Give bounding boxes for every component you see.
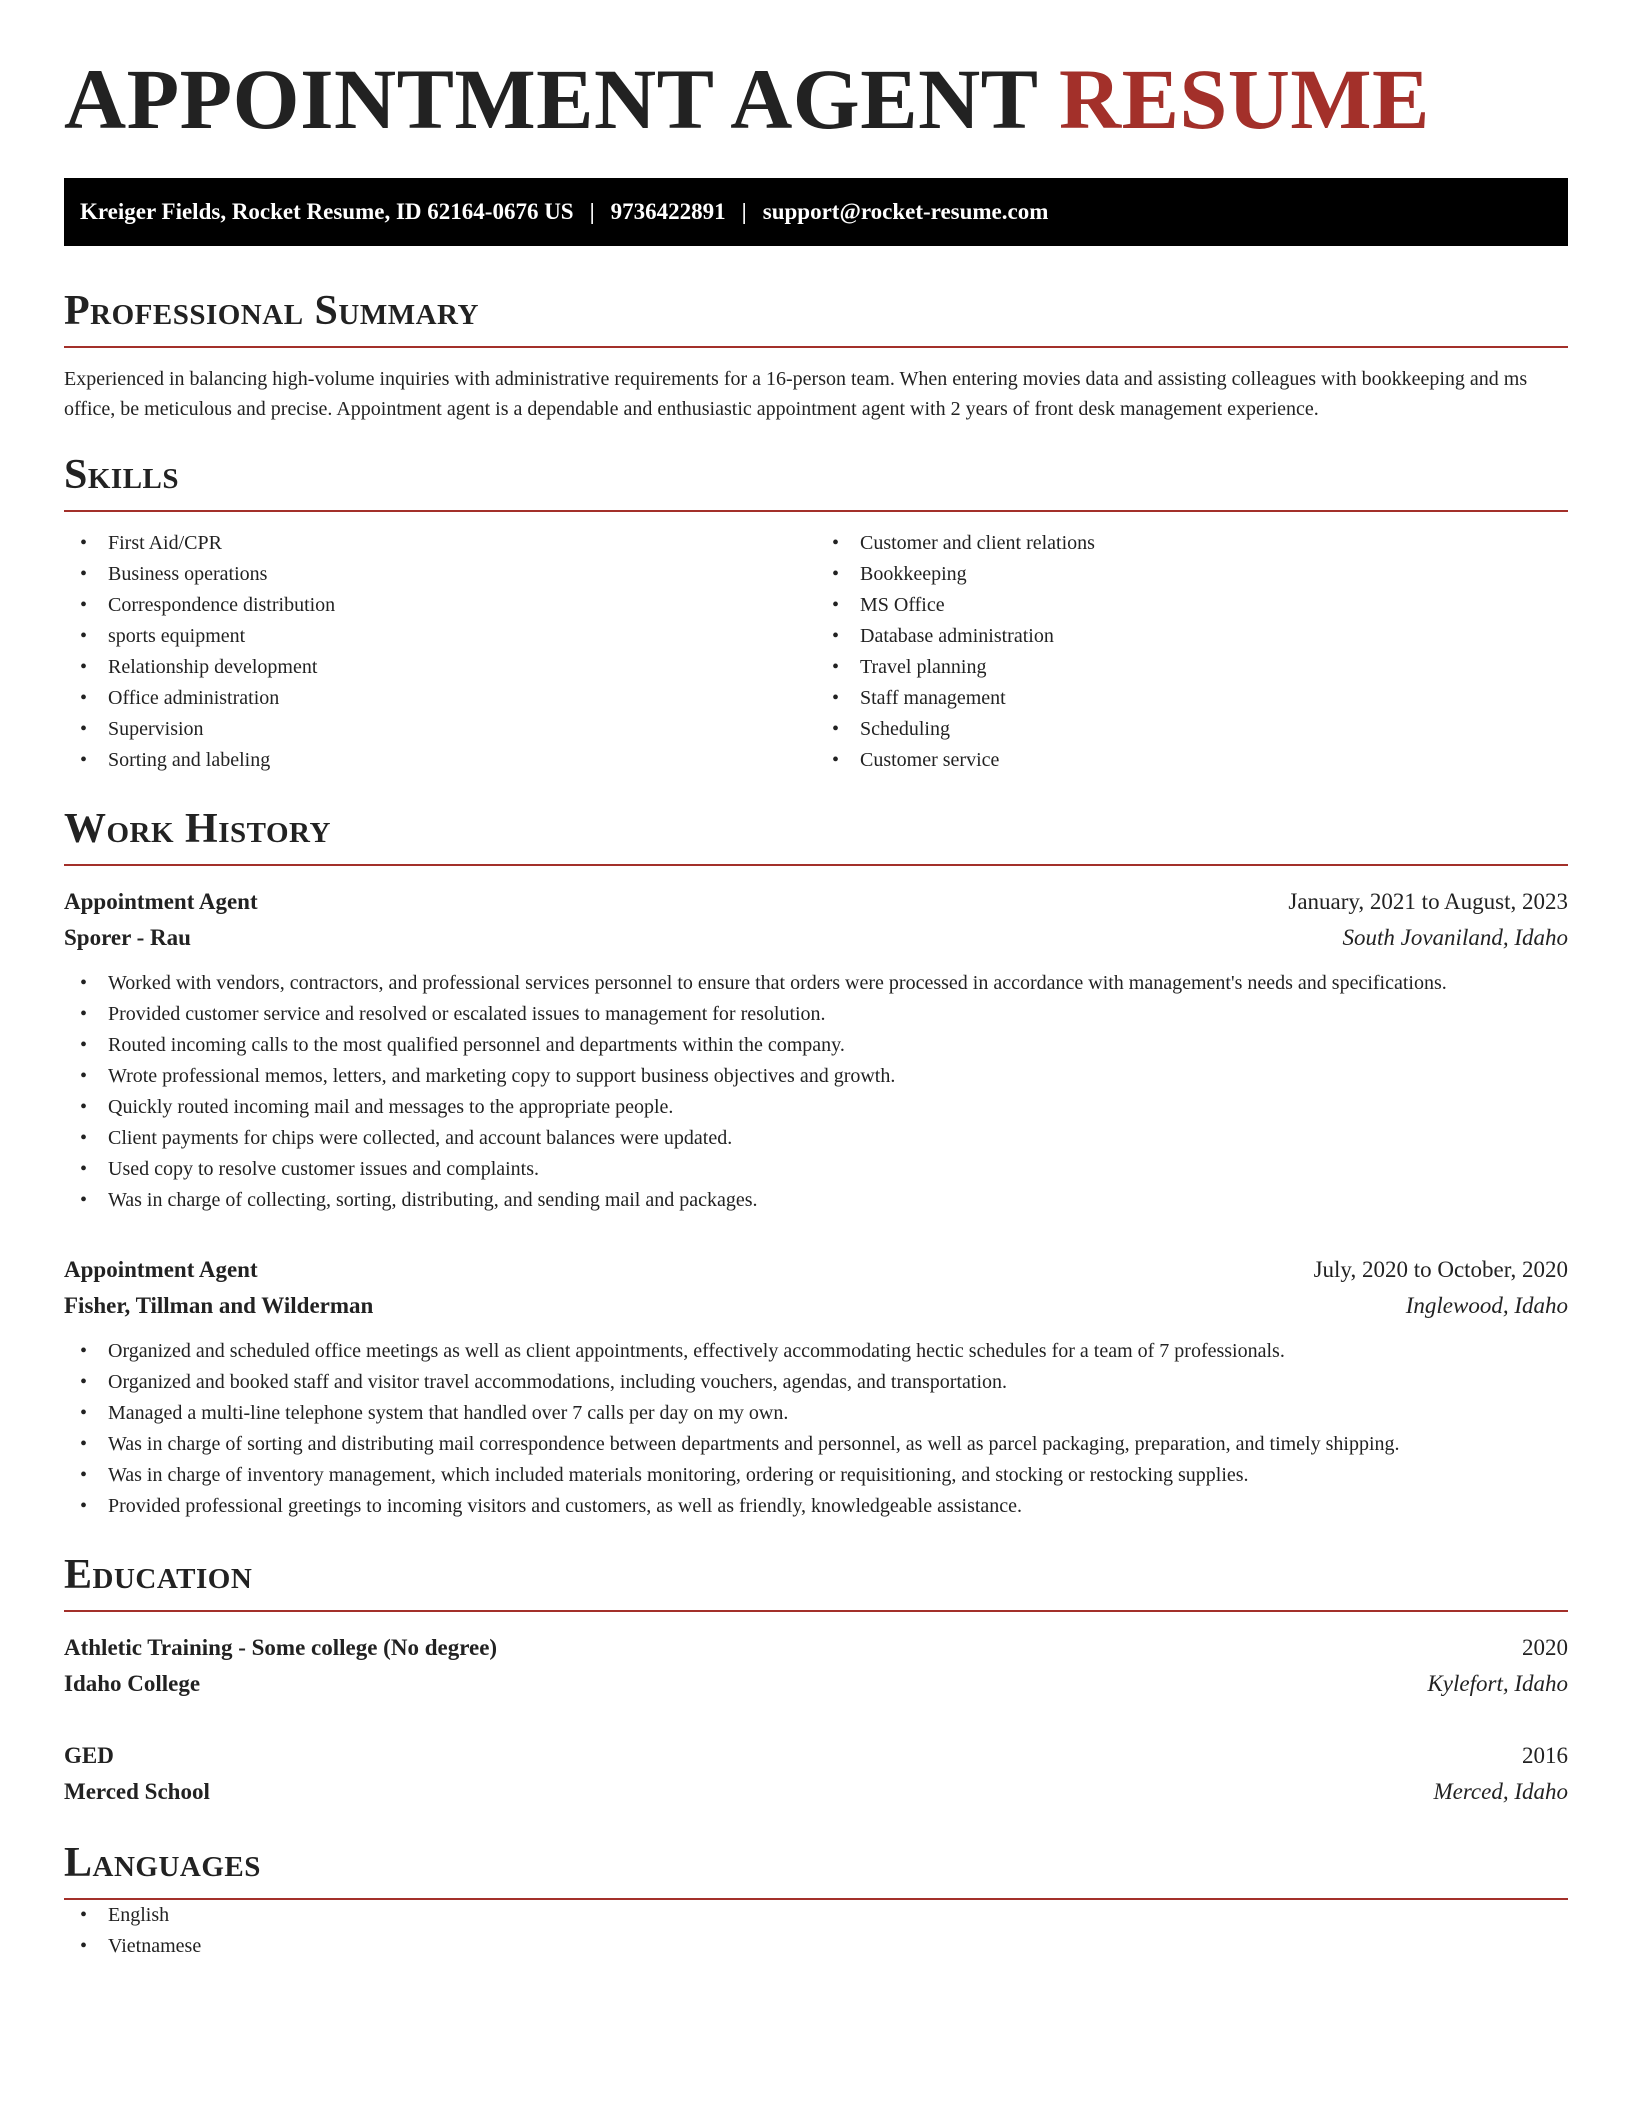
education-location: Kylefort, Idaho — [1427, 1671, 1568, 1696]
title-main: APPOINTMENT AGENT — [64, 51, 1037, 147]
skills-columns — [64, 528, 1568, 776]
list-item: • Relationship development — [64, 652, 816, 683]
list-item: • Organized and booked staff and visitor travel accommodations, including vouchers, agendas, and transportation. — [64, 1367, 1568, 1398]
job-location: Inglewood, Idaho — [1405, 1293, 1568, 1318]
list-item: • MS Office — [816, 590, 1568, 621]
list-item: • Used copy to resolve customer issues and complaints. — [64, 1154, 1568, 1185]
list-item: • Database administration — [816, 621, 1568, 652]
education-degree: Athletic Training - Some college (No degree) — [64, 1635, 498, 1660]
education-school: Merced School — [64, 1779, 210, 1804]
list-item: • Wrote professional memos, letters, and marketing copy to support business objectives and growth. — [64, 1061, 1568, 1092]
job-dates: July, 2020 to October, 2020 — [1313, 1257, 1568, 1282]
list-item: • Quickly routed incoming mail and messages to the appropriate people. — [64, 1092, 1568, 1123]
list-item: • Was in charge of inventory management, which included materials monitoring, ordering or requisitioning, and stocking or restocking supplies. — [64, 1460, 1568, 1491]
list-item: • Correspondence distribution — [64, 590, 816, 621]
contact-separator: | — [589, 199, 595, 224]
list-item: • Staff management — [816, 683, 1568, 714]
list-item: • Travel planning — [816, 652, 1568, 683]
education-entry — [64, 1630, 1568, 1702]
list-item: • sports equipment — [64, 621, 816, 652]
skills-list — [64, 528, 816, 776]
job-bullets — [64, 1336, 1568, 1522]
education-degree: GED — [64, 1743, 114, 1768]
education-section — [64, 1554, 1568, 1810]
contact-email: support@rocket-resume.com — [762, 199, 1049, 224]
section-heading: Skills — [64, 454, 1568, 512]
skills-section — [64, 454, 1568, 776]
list-item: • Worked with vendors, contractors, and professional services personnel to ensure that orders were processed in accordance with management's needs and specifications. — [64, 968, 1568, 999]
job-company-row — [64, 920, 1568, 956]
education-entry — [64, 1738, 1568, 1810]
list-item: • Customer service — [816, 745, 1568, 776]
education-school: Idaho College — [64, 1671, 201, 1696]
contact-phone: 9736422891 — [610, 199, 726, 224]
list-item: • Provided professional greetings to incoming visitors and customers, as well as friendly, knowledgeable assistance. — [64, 1491, 1568, 1522]
list-item: • Provided customer service and resolved or escalated issues to management for resolution. — [64, 999, 1568, 1030]
resume-title — [64, 51, 1568, 147]
education-school-row — [64, 1774, 1568, 1810]
education-year: 2016 — [1522, 1743, 1568, 1768]
job-company: Fisher, Tillman and Wilderman — [64, 1293, 374, 1318]
job-header-row — [64, 1252, 1568, 1288]
list-item: • Was in charge of sorting and distributing mail correspondence between departments and personnel, as well as parcel packaging, preparation, and timely shipping. — [64, 1429, 1568, 1460]
job-dates: January, 2021 to August, 2023 — [1288, 889, 1568, 914]
list-item: • English — [64, 1900, 1568, 1931]
job-location: South Jovaniland, Idaho — [1342, 925, 1568, 950]
job-company-row — [64, 1288, 1568, 1324]
job-header-row — [64, 884, 1568, 920]
summary-section — [64, 290, 1568, 424]
job-entry — [64, 884, 1568, 1216]
education-school-row — [64, 1666, 1568, 1702]
skills-column-left — [64, 528, 816, 776]
title-accent: RESUME — [1058, 51, 1430, 147]
list-item: • Sorting and labeling — [64, 745, 816, 776]
section-heading: Languages — [64, 1842, 1568, 1900]
list-item: • Routed incoming calls to the most qualified personnel and departments within the company. — [64, 1030, 1568, 1061]
list-item: • Client payments for chips were collected, and account balances were updated. — [64, 1123, 1568, 1154]
list-item: • Supervision — [64, 714, 816, 745]
education-year: 2020 — [1522, 1635, 1568, 1660]
list-item: • Was in charge of collecting, sorting, distributing, and sending mail and packages. — [64, 1185, 1568, 1216]
education-header-row — [64, 1738, 1568, 1774]
job-entry — [64, 1252, 1568, 1522]
list-item: • Scheduling — [816, 714, 1568, 745]
contact-bar — [64, 178, 1568, 246]
summary-text: Experienced in balancing high-volume inquiries with administrative requirements for a 16-person team. When entering movies data and assisting colleagues with bookkeeping and ms office, be meticulous and precise. Appointment agent is a dependable and enthusiastic appointment agent with 2 years of front desk management experience. — [64, 368, 1528, 420]
list-item: • First Aid/CPR — [64, 528, 816, 559]
list-item: • Bookkeeping — [816, 559, 1568, 590]
list-item: • Business operations — [64, 559, 816, 590]
languages-list — [64, 1900, 1568, 1962]
section-heading: Professional Summary — [64, 290, 1568, 348]
list-item: • Customer and client relations — [816, 528, 1568, 559]
list-item: • Vietnamese — [64, 1931, 1568, 1962]
skills-list — [816, 528, 1568, 776]
education-location: Merced, Idaho — [1433, 1779, 1568, 1804]
job-company: Sporer - Rau — [64, 925, 191, 950]
job-title: Appointment Agent — [64, 889, 258, 914]
job-title: Appointment Agent — [64, 1257, 258, 1282]
job-bullets — [64, 968, 1568, 1216]
list-item: • Organized and scheduled office meetings as well as client appointments, effectively accommodating hectic schedules for a team of 7 professionals. — [64, 1336, 1568, 1367]
section-heading: Work History — [64, 808, 1568, 866]
skills-column-right — [816, 528, 1568, 776]
list-item: • Managed a multi-line telephone system that handled over 7 calls per day on my own. — [64, 1398, 1568, 1429]
contact-separator: | — [741, 199, 747, 224]
contact-address: Kreiger Fields, Rocket Resume, ID 62164-0676 US — [80, 199, 574, 224]
section-heading: Education — [64, 1554, 1568, 1612]
work-history-section — [64, 808, 1568, 1522]
languages-section — [64, 1842, 1568, 1962]
education-header-row — [64, 1630, 1568, 1666]
list-item: • Office administration — [64, 683, 816, 714]
